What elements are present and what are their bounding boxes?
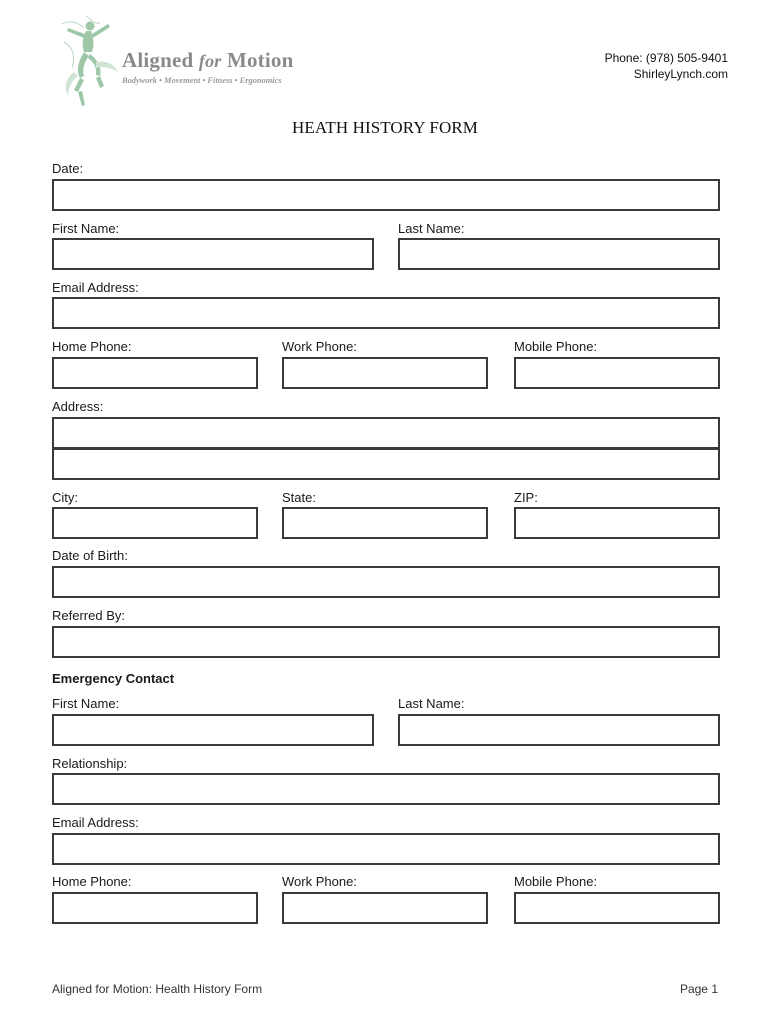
state-label: State: xyxy=(282,490,316,505)
emergency-home-phone-field[interactable] xyxy=(52,892,258,924)
logo-tagline: Bodywork • Movement • Fitness • Ergonomics xyxy=(122,76,282,85)
website-link[interactable]: ShirleyLynch.com xyxy=(633,67,728,81)
emergency-last-name-field[interactable] xyxy=(398,714,720,746)
footer-document-title: Aligned for Motion: Health History Form xyxy=(52,982,263,996)
zip-label: ZIP: xyxy=(514,490,538,505)
last-name-label: Last Name: xyxy=(398,221,465,236)
work-phone-label: Work Phone: xyxy=(282,339,357,354)
date-field[interactable] xyxy=(52,179,720,211)
logo-name: Aligned for Motion xyxy=(122,48,294,72)
date-label: Date: xyxy=(52,161,84,176)
form-title: HEATH HISTORY FORM xyxy=(292,118,478,137)
relationship-label: Relationship: xyxy=(52,756,128,771)
emergency-work-phone-label: Work Phone: xyxy=(282,874,357,889)
address-label: Address: xyxy=(52,399,104,414)
relationship-field[interactable] xyxy=(52,773,720,805)
emergency-work-phone-field[interactable] xyxy=(282,892,488,924)
dancer-figure-icon xyxy=(56,12,126,120)
emergency-first-name-label: First Name: xyxy=(52,696,120,711)
dob-label: Date of Birth: xyxy=(52,548,128,563)
work-phone-field[interactable] xyxy=(282,357,488,389)
dob-field[interactable] xyxy=(52,566,720,598)
emergency-last-name-label: Last Name: xyxy=(398,696,465,711)
home-phone-field[interactable] xyxy=(52,357,258,389)
logo xyxy=(56,12,306,120)
emergency-mobile-phone-field[interactable] xyxy=(514,892,720,924)
zip-field[interactable] xyxy=(514,507,720,539)
emergency-first-name-field[interactable] xyxy=(52,714,374,746)
address-line2-field[interactable] xyxy=(52,448,720,480)
contact-info xyxy=(605,50,728,82)
referred-by-field[interactable] xyxy=(52,626,720,658)
email-field[interactable] xyxy=(52,297,720,329)
city-label: City: xyxy=(52,490,78,505)
emergency-email-label: Email Address: xyxy=(52,815,139,830)
last-name-field[interactable] xyxy=(398,238,720,270)
mobile-phone-field[interactable] xyxy=(514,357,720,389)
mobile-phone-label: Mobile Phone: xyxy=(514,339,598,354)
emergency-email-field[interactable] xyxy=(52,833,720,865)
first-name-field[interactable] xyxy=(52,238,374,270)
address-line1-field[interactable] xyxy=(52,417,720,449)
first-name-label: First Name: xyxy=(52,221,120,236)
home-phone-label: Home Phone: xyxy=(52,339,132,354)
footer-page-number: Page 1 xyxy=(679,982,718,996)
city-field[interactable] xyxy=(52,507,258,539)
emergency-home-phone-label: Home Phone: xyxy=(52,874,132,889)
email-label: Email Address: xyxy=(52,280,139,295)
phone-number: Phone: (978) 505-9401 xyxy=(604,51,728,65)
emergency-mobile-phone-label: Mobile Phone: xyxy=(514,874,598,889)
state-field[interactable] xyxy=(282,507,488,539)
referred-by-label: Referred By: xyxy=(52,608,125,623)
emergency-contact-heading: Emergency Contact xyxy=(52,671,175,686)
